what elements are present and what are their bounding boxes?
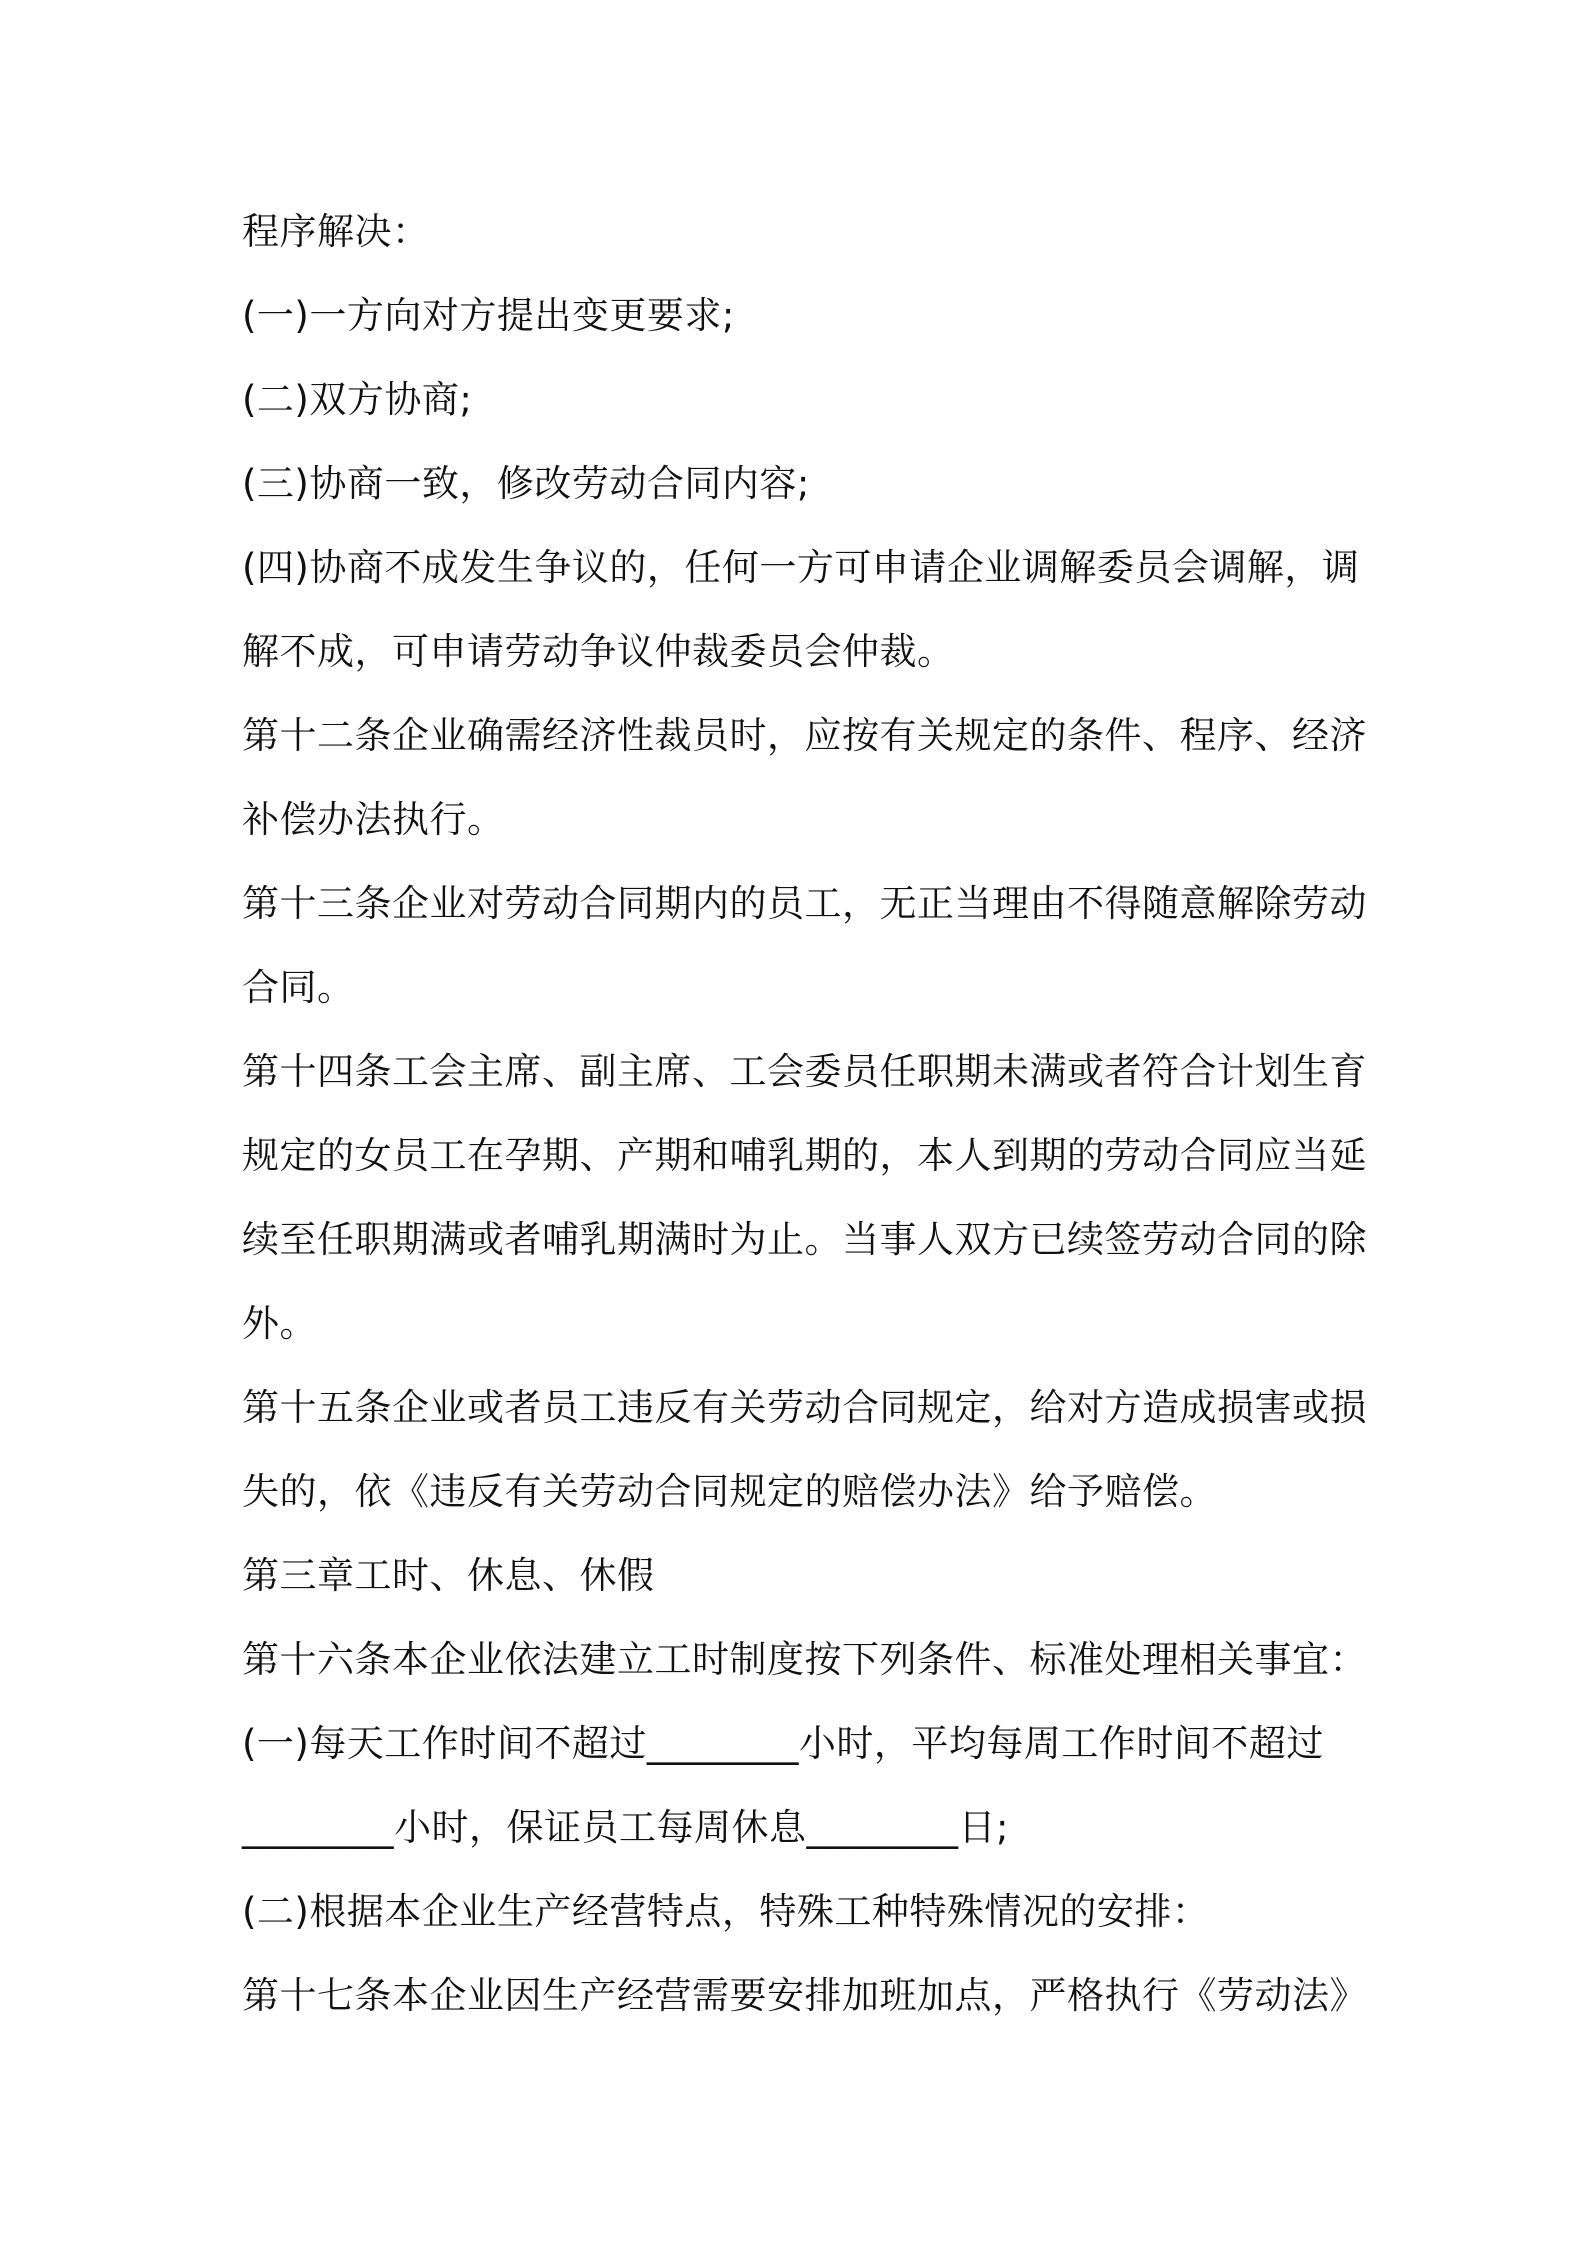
text-line: 程序解决： xyxy=(242,210,430,253)
text-line: ________小时，保证员工每周休息________日; xyxy=(242,1806,1009,1849)
text-line: 失的，依《违反有关劳动合同规定的赔偿办法》给予赔偿。 xyxy=(242,1470,1217,1513)
text-line: 规定的女员工在孕期、产期和哺乳期的，本人到期的劳动合同应当延 xyxy=(242,1134,1367,1177)
text-line: 第十七条本企业因生产经营需要安排加班加点，严格执行《劳动法》 xyxy=(242,1974,1367,2017)
text-line: 第十二条企业确需经济性裁员时，应按有关规定的条件、程序、经济 xyxy=(242,714,1367,757)
chapter-heading: 第三章工时、休息、休假 xyxy=(242,1554,655,1597)
text-line: (四)协商不成发生争议的，任何一方可申请企业调解委员会调解，调 xyxy=(242,546,1360,589)
text-line: 续至任职期满或者哺乳期满时为止。当事人双方已续签劳动合同的除 xyxy=(242,1218,1367,1261)
text-line: 解不成，可申请劳动争议仲裁委员会仲裁。 xyxy=(242,630,955,673)
text-line: 补偿办法执行。 xyxy=(242,798,505,841)
text-line: 外。 xyxy=(242,1302,317,1345)
text-line: (一)每天工作时间不超过________小时，平均每周工作时间不超过 xyxy=(242,1722,1324,1765)
text-line: (二)根据本企业生产经营特点，特殊工种特殊情况的安排： xyxy=(242,1890,1210,1933)
text-line: (三)协商一致，修改劳动合同内容; xyxy=(242,462,810,505)
text-line: 合同。 xyxy=(242,966,355,1009)
text-line: (二)双方协商; xyxy=(242,378,473,421)
text-line: 第十六条本企业依法建立工时制度按下列条件、标准处理相关事宜： xyxy=(242,1638,1367,1681)
text-line: 第十五条企业或者员工违反有关劳动合同规定，给对方造成损害或损 xyxy=(242,1386,1367,1429)
text-line: (一)一方向对方提出变更要求; xyxy=(242,294,735,337)
document-body xyxy=(242,190,1367,2038)
text-line: 第十四条工会主席、副主席、工会委员任职期未满或者符合计划生育 xyxy=(242,1050,1367,1093)
text-line: 第十三条企业对劳动合同期内的员工，无正当理由不得随意解除劳动 xyxy=(242,882,1367,925)
